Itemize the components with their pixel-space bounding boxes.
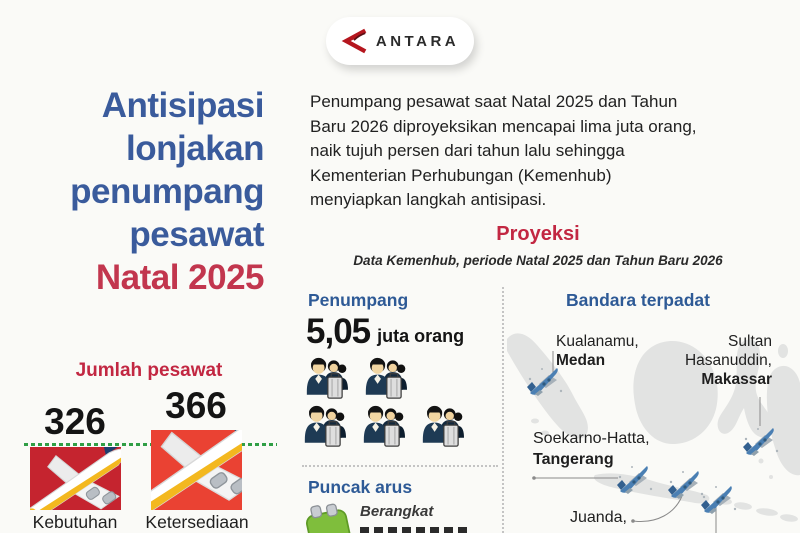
fleet-need-bar	[30, 447, 121, 510]
antara-mark-icon	[341, 28, 367, 54]
intro-paragraph	[310, 90, 780, 213]
intro-line: Penumpang pesawat saat Natal 2025 dan Tahun	[310, 92, 678, 111]
passengers-number: 5,05	[306, 312, 371, 351]
fleet-heading: Jumlah pesawat	[75, 360, 223, 381]
intro-line: naik tujuh persen dari tahun lalu sehingga	[310, 141, 625, 160]
intro-line: Kementerian Perhubungan (Kemenhub)	[310, 165, 612, 185]
headline-line: penumpang	[70, 172, 264, 211]
airport-label-tangerang	[533, 428, 650, 470]
depart-label: Berangkat	[360, 503, 434, 520]
calendar-icon	[303, 502, 355, 533]
passenger-group-icon	[365, 356, 407, 400]
airport-name: Sultan	[728, 333, 772, 350]
antara-wordmark: ANTARA	[375, 32, 460, 50]
horizontal-dotted-divider	[302, 465, 498, 467]
vertical-dotted-divider	[502, 287, 504, 533]
data-source-note: Data Kemenhub, periode Natal 2025 dan Tahun Baru 2026	[353, 253, 723, 268]
intro-line: Baru 2026 diproyeksikan mencapai lima juta orang,	[310, 116, 697, 136]
airports-heading: Bandara terpadat	[566, 290, 710, 310]
airport-city: Makassar	[701, 371, 772, 388]
airport-city: Tangerang	[533, 451, 614, 468]
airport-name: Kualanamu,	[556, 333, 639, 350]
cropped-text-edge	[360, 527, 468, 533]
airplane-illustration-icon	[30, 447, 121, 510]
passenger-group-icon	[304, 404, 346, 448]
headline-line: pesawat	[129, 215, 264, 254]
fleet-supply-bar	[151, 430, 242, 510]
airport-city: Medan	[556, 352, 606, 369]
fleet-supply-value: 366	[165, 385, 227, 426]
projection-heading: Proyeksi	[496, 223, 580, 245]
headline-line: lonjakan	[126, 129, 264, 168]
fleet-supply-label: Ketersediaan	[145, 512, 249, 532]
headline-highlight: Natal 2025	[95, 258, 264, 297]
airport-label-makassar	[646, 332, 772, 389]
airport-label-juanda	[570, 508, 627, 527]
airport-name: Hasanuddin,	[684, 352, 772, 369]
passenger-pictograms-row2	[304, 404, 464, 448]
headline	[8, 84, 264, 299]
passenger-group-icon	[422, 404, 464, 448]
passengers-unit: juta orang	[377, 326, 465, 346]
passenger-pictograms-row1	[306, 356, 407, 400]
intro-line: menyiapkan langkah antisipasi.	[310, 190, 547, 209]
passenger-group-icon	[363, 404, 405, 448]
passengers-value	[306, 314, 464, 350]
airplane-illustration-icon	[151, 430, 242, 510]
antara-logo	[326, 17, 474, 65]
headline-line: Antisipasi	[101, 86, 264, 125]
airport-label-medan	[556, 332, 639, 370]
passengers-heading: Penumpang	[308, 290, 409, 310]
fleet-need-value: 326	[44, 401, 106, 442]
peak-flow-heading: Puncak arus	[308, 477, 413, 497]
fleet-need-label: Kebutuhan	[32, 512, 118, 532]
airport-name: Juanda,	[570, 509, 627, 526]
airport-name: Soekarno-Hatta,	[533, 430, 650, 447]
passenger-group-icon	[306, 356, 348, 400]
